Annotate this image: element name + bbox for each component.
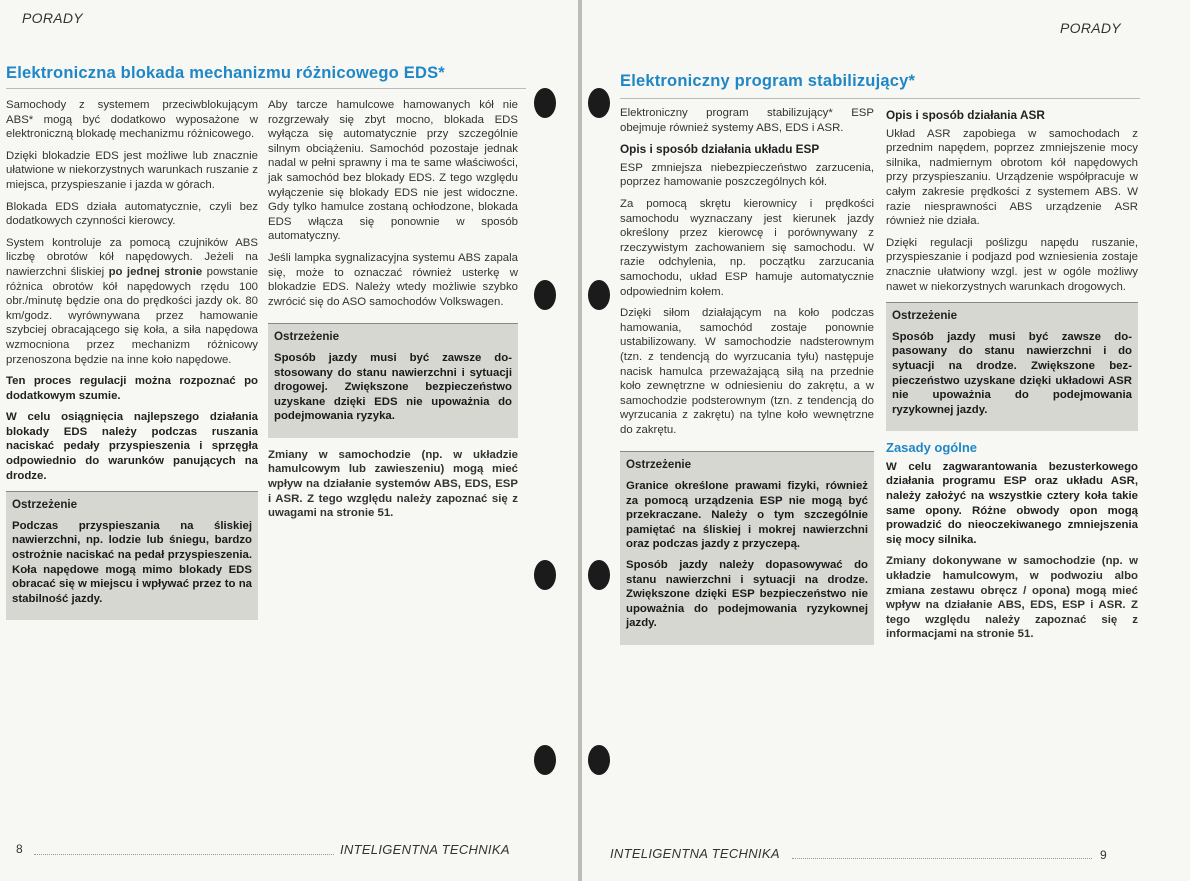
right-title-rule <box>620 98 1140 99</box>
right-column-2 <box>886 106 1138 649</box>
paragraph: Elektroniczny program stabilizujący* ESP obejmuje również systemy ABS, EDS i ASR. <box>620 107 874 134</box>
binder-hole <box>588 560 610 590</box>
warning-box <box>620 451 874 645</box>
footer-section: INTELIGENTNA TECHNIKA <box>340 842 510 857</box>
warning-text: Granice określone prawami fizyki, również za pomocą urządzenia ESP nie mogą być przekraczane. Należy o tym szczególnie pamiętać na śliskiej i mokrej nawierzchni oraz podczas jazdy z przyczepą. <box>626 480 868 551</box>
binder-hole <box>534 745 556 775</box>
bold-run: po jednej stronie <box>108 265 203 278</box>
paragraph: Samochody z systemem przeciwblokującym ABS* mogą być dodatkowo wyposażone w elektroniczną blokadę mechanizmu różnicowego. <box>6 99 258 141</box>
section-heading: Opis i sposób działania układu ESP <box>620 142 820 157</box>
section-heading: Opis i sposób działania ASR <box>886 108 1045 122</box>
bold-run: Z tego względu należy zapoznać się z uwagami na stronie 51. <box>268 492 518 520</box>
left-page-title: Elektroniczna blokada mechanizmu różnicowego EDS* <box>6 64 445 82</box>
page-number: 8 <box>16 842 23 856</box>
binder-hole <box>534 560 556 590</box>
text-run: System kontroluje za pomocą czujników ABS liczbę obrotów kół napędowych. Jeżeli na nawierzchni śliskiej <box>6 236 258 278</box>
text-run: powstanie różnica obrotów kół napędowych rzędu 100 obr./minutę będzie ona do prędkości jazdy ok. 80 km/godz. wyrównywana przez hamowanie szybciej obracającego się koła, a siła napędowa wzmocniona przez mechanizm różnicowy przenoszona będzie na inne koło napędowe. <box>6 265 258 366</box>
binder-hole <box>588 88 610 118</box>
warning-box <box>6 491 258 620</box>
paragraph: ESP zmniejsza niebezpieczeństwo zarzucenia, poprzez hamowanie poszczególnych kół. <box>620 161 874 189</box>
paragraph: Dzięki regulacji poślizgu napędu ruszanie, przyspieszanie i podjazd pod wzniesienia zostaje znacznie ułatwiony wzgl. jest w ogóle możliwy nawet w niekorzystnych warunkach drogowych. <box>886 236 1138 293</box>
bold-run: Zmiany w samochodzie (np. w układzie hamulcowym lub zawieszeniu) mogą mieć wpływ na działanie systemów ABS, EDS, ESP i ASR. <box>268 448 518 505</box>
warning-box <box>268 323 518 438</box>
footer-rule <box>792 858 1092 859</box>
right-column-1 <box>620 106 874 655</box>
warning-text: Sposób jazdy musi być zawsze dostosowany do stanu nawierzchni i sytuacji drogowej. Zwiększone bezpieczeństwo uzyskane dzięki EDS nie upoważnia do podejmowania ryzyka. <box>274 351 512 423</box>
warning-title: Ostrzeżenie <box>626 458 692 472</box>
warning-text: Sposób jazdy musi być zawsze dopasowany do stanu nawierzchni i do sytuacji na drodze. Zwiększone bezpieczeństwo uzyskane dzięki układowi ASR nie upoważnia do podejmowania ryzykownej jazdy. <box>892 330 1132 416</box>
binder-hole <box>534 280 556 310</box>
warning-title: Ostrzeżenie <box>12 498 78 512</box>
paragraph: Blokada EDS działa automatycznie, czyli bez dodatkowych czynności kierowcy. <box>6 200 258 228</box>
bold-run: Zmiany dokonywane w samochodzie (np. w układzie hamulcowym, w podwoziu albo zmiana zestawu obręcz / opona) mogą mieć wpływ na działanie ABS, EDS, ESP i ASR. <box>886 555 1138 612</box>
warning-text: Podczas przyspieszania na śliskiej nawierzchni, np. lodzie lub śniegu, bardzo ostrożnie naciskać na pedał przyspieszenia. Koła napędowe mogą mimo blokady EDS obracać się w miejscu i wpływać przez to na stabilność jazdy. <box>12 519 252 605</box>
right-header: PORADY <box>1060 20 1121 36</box>
left-title-rule <box>6 88 526 89</box>
left-column-2 <box>268 98 518 528</box>
paragraph-bold: Ten proces regulacji można rozpoznać po dodatkowym szumie. <box>6 375 258 402</box>
paragraph-bold: W celu osiągnięcia najlepszego działania blokady EDS należy podczas ruszania naciskać pedały przyspieszenia i sprzęgła odpowiednio do warunków panujących na drodze. <box>6 411 258 482</box>
binder-hole <box>588 280 610 310</box>
paragraph: Układ ASR zapobiega w samochodach z przednim napędem, poprzez zmniejszenie mocy silnika, nadmiernym obrotom kół napędowych przy przyspieszaniu. Urządzenie współpracuje w całym zakresie prędkości z systemem ABS. W razie niesprawności ABS urządzenie ASR również nie działa. <box>886 127 1138 228</box>
warning-text: Sposób jazdy należy dopasowywać do stanu nawierzchni i sytuacji na drodze. Zwiększone dzięki ESP bezpieczeństwo nie upoważnia do podejmowania ryzykownej jazdy. <box>626 559 868 630</box>
left-header: PORADY <box>22 10 83 26</box>
paragraph <box>886 554 1138 642</box>
footer-section: INTELIGENTNA TECHNIKA <box>610 846 780 861</box>
right-page-title: Elektroniczny program stabilizujący* <box>620 72 916 90</box>
paragraph <box>268 448 518 521</box>
section-heading-blue: Zasady ogólne <box>886 440 978 456</box>
left-column-1 <box>6 98 258 630</box>
paragraph: Jeśli lampka sygnalizacyjna systemu ABS zapala się, może to oznaczać również usterkę w blokadzie EDS. Należy wtedy możliwie szybko zwrócić się do ASO samochodów Volkswagen. <box>268 251 518 308</box>
right-page <box>582 0 1190 881</box>
bold-run: Z tego względu należy zapoznać się z informacjami na stronie 51. <box>886 599 1138 641</box>
paragraph: Za pomocą skrętu kierownicy i prędkości samochodu wyznaczany jest kierunek jazdy określony przez kierowcę i porównywany z rzeczywistym zachowaniem się samochodu. W razie odchylenia, np. początku zarzucania samochodu, układ ESP hamuje automatycznie odpowiednim kołem. <box>620 197 874 298</box>
warning-title: Ostrzeżenie <box>892 309 958 323</box>
paragraph-bold: W celu zagwarantowania bezusterkowego działania programu ESP oraz układu ASR, należy założyć na wszystkie cztery koła takie same opony. Różne obwody opon mogą prowadzić do nieoczekiwanego zmniejszenia się mocy silnika. <box>886 460 1138 546</box>
binder-hole <box>534 88 556 118</box>
paragraph: Dzięki blokadzie EDS jest możliwe lub znacznie ułatwione w niekorzystnych warunkach ruszanie z miejsca, przyspieszanie i jazda w górach. <box>6 149 258 191</box>
warning-title: Ostrzeżenie <box>274 330 340 344</box>
paragraph <box>6 236 258 367</box>
left-page <box>0 0 578 881</box>
binder-hole <box>588 745 610 775</box>
warning-box <box>886 302 1138 431</box>
page-number: 9 <box>1100 848 1107 862</box>
paragraph: Aby tarcze hamulcowe hamowanych kół nie rozgrzewały się zbyt mocno, blokada EDS wyłącza się automatycznie przy szczególnie silnym obciążeniu. Samochód pozostaje jednak nadal w pełni sprawny i ma te same właściwości, jak samochód bez blokady EDS. Z tego względu wyłączenie się blokady EDS nie jest widoczne. Gdy tylko hamulce zostaną ochłodzone, blokada EDS włącza się ponownie w sposób automatyczny. <box>268 99 518 243</box>
footer-rule <box>34 854 334 855</box>
paragraph: Dzięki siłom działającym na koło podczas hamowania, samochód zostaje ponownie ustabilizowany. W samochodzie nadsterownym (tzn. z tendencją do wyrzucania tyłu) następuje nacisk hamulca przeważającą siłą na przednie koło zewnętrzne w odniesieniu do zakrętu, a w samochodzie podsterownym (tzn. z tendencją do wyrzucania z zakrętu) na tylne koło wewnętrzne do zakrętu. <box>620 307 874 436</box>
